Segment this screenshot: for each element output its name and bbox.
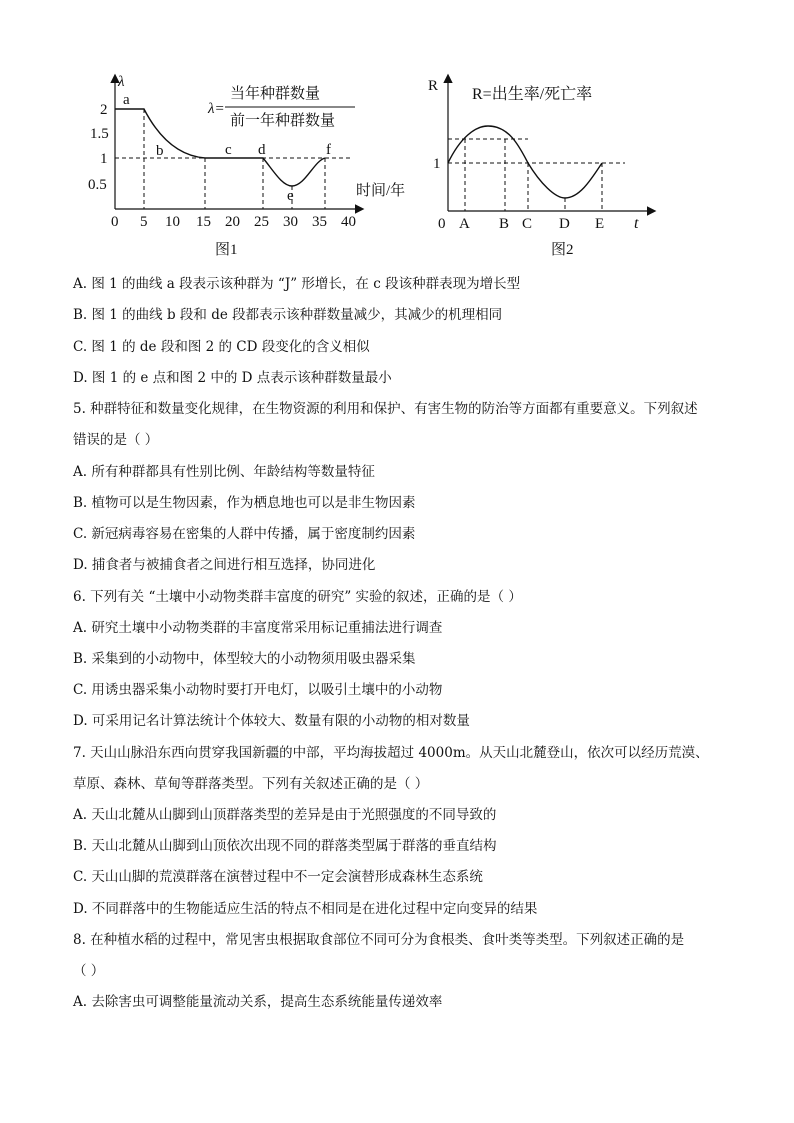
figure-1 [80,68,406,263]
fig1-caption: 图1 [215,242,238,258]
fig1-y-axis-label: λ [118,74,125,90]
fig1-point-d: d [258,142,266,158]
q7-option-b: B. 天山北麓从山脚到山顶依次出现不同的群落类型属于群落的垂直结构 [73,838,497,854]
fig1-x-tick-25: 25 [254,214,269,230]
fig2-x-tick-A: A [459,216,470,232]
fig1-x-tick-0: 0 [111,214,119,230]
figure-2 [420,68,660,263]
q8-stem-line-2: （ ） [73,963,105,979]
fig2-origin: 0 [438,216,446,232]
fig2-curve [448,126,602,198]
fig2-title: R=出生率/死亡率 [472,86,593,103]
fig1-formula-denominator: 前一年种群数量 [230,113,336,129]
q5-stem-line-2: 错误的是（ ） [73,432,159,448]
q5-option-b: B. 植物可以是生物因素，作为栖息地也可以是非生物因素 [73,495,416,511]
q4-option-b: B. 图 1 的曲线 b 段和 de 段都表示该种群数量减少，其减少的机理相同 [73,307,503,323]
q6-option-b: B. 采集到的小动物中，体型较大的小动物须用吸虫器采集 [73,651,416,667]
fig1-x-tick-35: 35 [312,214,327,230]
q5-option-a: A. 所有种群都具有性别比例、年龄结构等数量特征 [73,464,375,480]
fig1-x-tick-40: 40 [341,214,356,230]
q7-option-c: C. 天山山脚的荒漠群落在演替过程中不一定会演替形成森林生态系统 [73,869,483,885]
fig1-x-tick-20: 20 [225,214,240,230]
fig1-x-tick-5: 5 [140,214,148,230]
q8-stem-line-1: 8. 在种植水稻的过程中，常见害虫根据取食部位不同可分为食根类、食叶类等类型。下列叙述正确的是 [73,932,685,948]
fig2-x-tick-E: E [595,216,605,232]
q4-option-a: A. 图 1 的曲线 a 段表示该种群为 “J” 形增长，在 c 段该种群表现为增长型 [73,276,521,292]
q4-option-c: C. 图 1 的 de 段和图 2 的 CD 段变化的含义相似 [73,339,370,355]
q7-option-a: A. 天山北麓从山脚到山顶群落类型的差异是由于光照强度的不同导致的 [73,807,497,823]
fig2-y-tick-1: 1 [433,156,441,172]
fig1-y-tick-1: 1 [100,151,108,167]
q6-option-a: A. 研究土壤中小动物类群的丰富度常采用标记重捕法进行调查 [73,620,443,636]
fig1-formula [207,84,355,129]
q5-option-c: C. 新冠病毒容易在密集的人群中传播，属于密度制约因素 [73,526,416,542]
q6-option-c: C. 用诱虫器采集小动物时要打开电灯，以吸引土壤中的小动物 [73,682,443,698]
fig2-y-axis-label: R [428,78,439,94]
fig2-x-tick-D: D [559,216,570,232]
q6-stem: 6. 下列有关 “土壤中小动物类群丰富度的研究” 实验的叙述，正确的是（ ） [73,589,522,605]
fig2-caption: 图2 [551,242,574,258]
q4-option-d: D. 图 1 的 e 点和图 2 中的 D 点表示该种群数量最小 [73,370,392,386]
fig1-x-tick-10: 10 [165,214,180,230]
fig1-formula-numerator: 当年种群数量 [230,86,321,102]
q7-stem-line-2: 草原、森林、草甸等群落类型。下列有关叙述正确的是（ ） [73,776,429,792]
fig1-y-tick-0-5: 0.5 [88,177,107,193]
q7-option-d: D. 不同群落中的生物能适应生活的特点不相同是在进化过程中定向变异的结果 [73,901,538,917]
fig1-point-e: e [287,188,294,204]
fig2-x-axis-label: t [634,215,639,232]
fig1-x-tick-15: 15 [196,214,211,230]
q6-option-d: D. 可采用记名计算法统计个体较大、数量有限的小动物的相对数量 [73,713,470,729]
q5-stem-line-1: 5. 种群特征和数量变化规律，在生物资源的利用和保护、有害生物的防治等方面都有重要意义。下列叙述 [73,401,698,417]
fig1-point-b: b [156,143,164,159]
fig1-point-f: f [326,142,331,158]
fig1-y-tick-2: 2 [100,102,108,118]
fig1-x-tick-30: 30 [283,214,298,230]
q7-stem-line-1: 7. 天山山脉沿东西向贯穿我国新疆的中部，平均海拔超过 4000m。从天山北麓登山，依次可以经历荒漠、 [73,745,709,761]
q8-option-a: A. 去除害虫可调整能量流动关系，提高生态系统能量传递效率 [73,994,443,1010]
fig1-point-a: a [123,92,130,108]
fig1-point-c: c [225,142,232,158]
q5-option-d: D. 捕食者与被捕食者之间进行相互选择，协同进化 [73,557,376,573]
fig1-x-axis-label: 时间/年 [356,183,406,199]
fig1-y-tick-1-5: 1.5 [90,126,109,142]
fig1-formula-lhs: λ= [208,101,225,117]
fig2-x-tick-B: B [499,216,510,232]
fig2-x-tick-C: C [522,216,533,232]
